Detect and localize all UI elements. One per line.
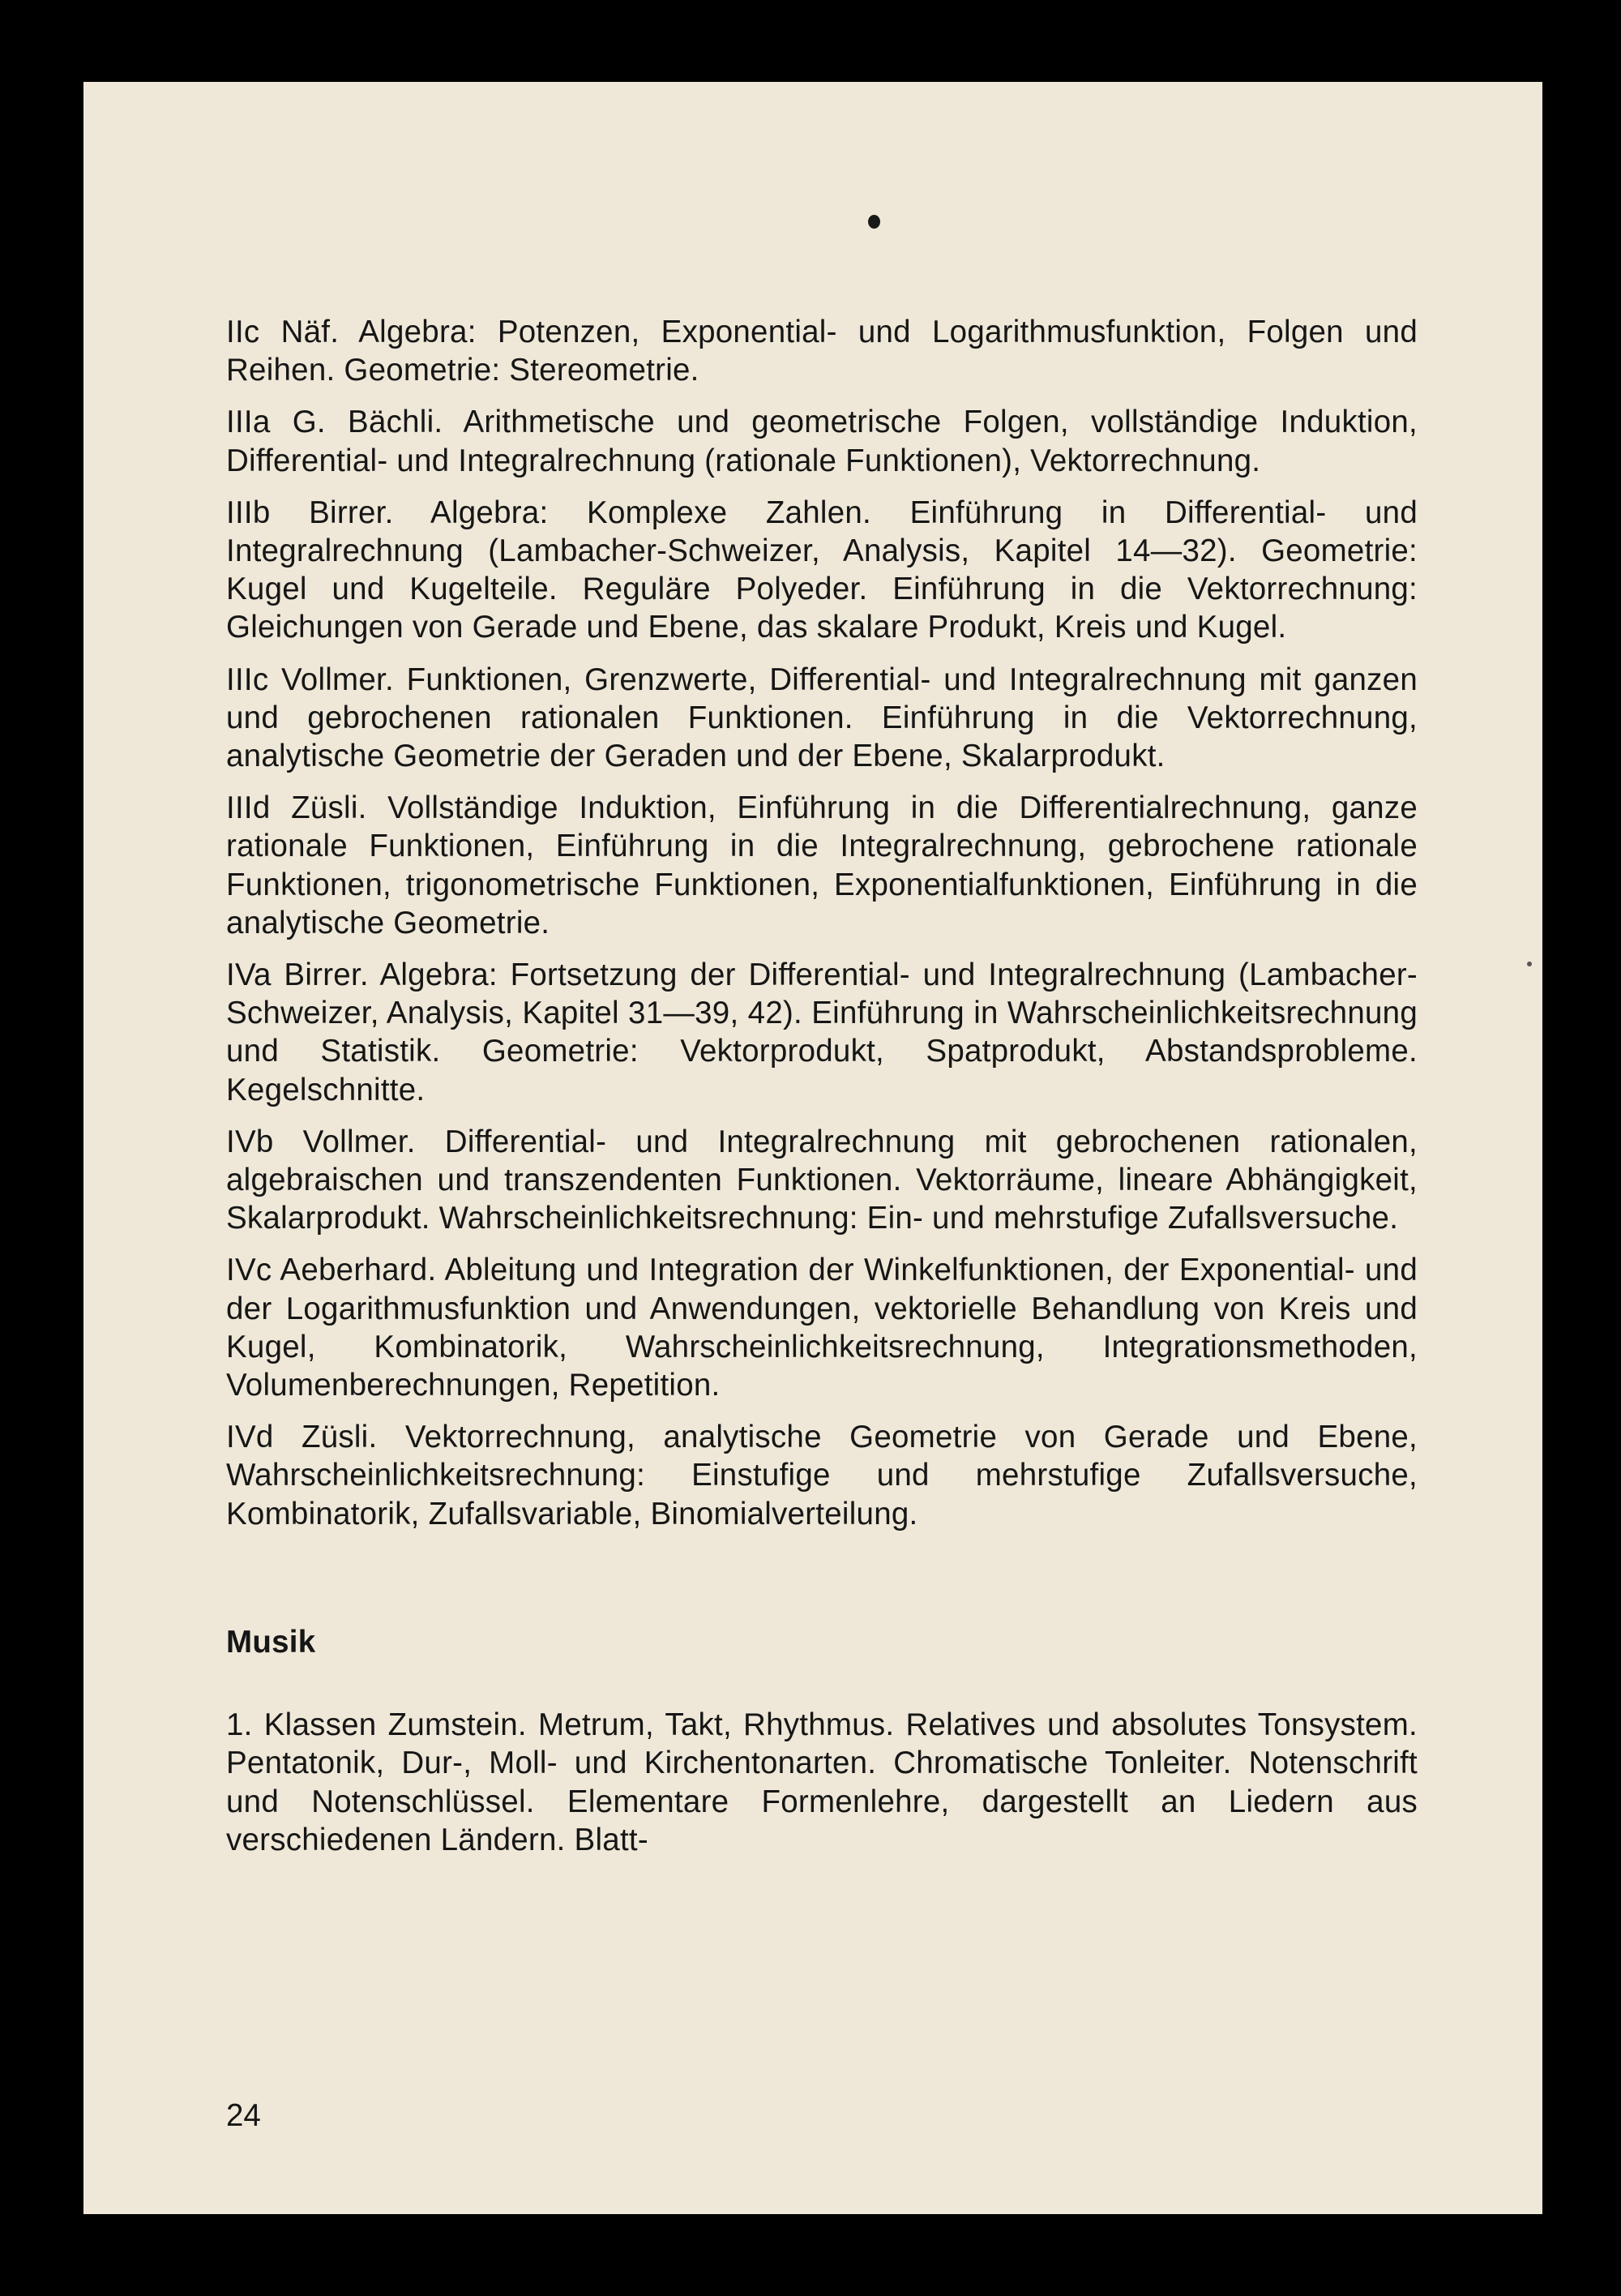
paragraph-iiic: IIIc Vollmer. Funktionen, Grenzwerte, Differential- und Integralrechnung mit ganzen und gebrochenen rationalen Funktionen. Einführung in die Vektorrechnung, analytische Geometrie der Geraden und der Ebene, Skalarprodukt. bbox=[226, 662, 1418, 774]
paragraph-ivd: IVd Züsli. Vektorrechnung, analytische Geometrie von Gerade und Ebene, Wahrscheinlichkeitsrechnung: Einstufige und mehrstufige Zufallsversuche, Kombinatorik, Zufallsvariable, Binomialverteilung. bbox=[226, 1420, 1418, 1531]
paragraph-iiib: IIIb Birrer. Algebra: Komplexe Zahlen. Einführung in Differential- und Integralrechnung (Lambacher-Schweizer, Analysis, Kapitel 14—32). Geometrie: Kugel und Kugelteile. Reguläre Polyeder. Einführung in die Vektorrechnung: Gleichungen von Gerade und Ebene, das skalare Produkt, Kreis und Kugel. bbox=[226, 495, 1418, 645]
paragraph-musik-1: 1. Klassen Zumstein. Metrum, Takt, Rhythmus. Relatives und absolutes Tonsystem. Pentatonik, Dur-, Moll- und Kirchentonarten. Chromatische Tonleiter. Notenschrift und Notenschlüssel. Elementare Formenlehre, dargestellt an Liedern aus verschiedenen Ländern. Blatt- bbox=[226, 1707, 1418, 1857]
paragraph-ivc: IVc Aeberhard. Ableitung und Integration der Winkelfunktionen, der Exponential- und der Logarithmusfunktion und Anwendungen, vektorielle Behandlung von Kreis und Kugel, Kombinatorik, Wahrscheinlichkeitsrechnung, Integrationsmethoden, Volumenberechnungen, Repetition. bbox=[226, 1253, 1418, 1403]
document-page bbox=[83, 82, 1542, 2214]
page-number: 24 bbox=[226, 2098, 261, 2133]
paragraph-iic: IIc Näf. Algebra: Potenzen, Exponential- und Logarithmusfunktion, Folgen und Reihen. Geometrie: Stereometrie. bbox=[226, 315, 1418, 388]
page-body bbox=[226, 313, 1418, 1873]
paragraph-iiid: IIId Züsli. Vollständige Induktion, Einführung in die Differentialrechnung, ganze rationale Funktionen, Einführung in die Integralrechnung, gebrochene rationale Funktionen, trigonometrische Funktionen, Exponentialfunktionen, Einführung in die analytische Geometrie. bbox=[226, 790, 1418, 940]
margin-speck bbox=[1527, 962, 1532, 966]
paragraph-ivb: IVb Vollmer. Differential- und Integralrechnung mit gebrochenen rationalen, algebraischen und transzendenten Funktionen. Vektorräume, lineare Abhängigkeit, Skalarprodukt. Wahrscheinlichkeitsrechnung: Ein- und mehrstufige Zufallsversuche. bbox=[226, 1124, 1418, 1236]
section-heading-musik: Musik bbox=[226, 1624, 316, 1660]
bullet-mark bbox=[868, 215, 880, 229]
paragraph-iva: IVa Birrer. Algebra: Fortsetzung der Differential- und Integralrechnung (Lambacher-Schweizer, Analysis, Kapitel 31—39, 42). Einführung in Wahrscheinlichkeitsrechnung und Statistik. Geometrie: Vektorprodukt, Spatprodukt, Abstandsprobleme. Kegelschnitte. bbox=[226, 957, 1418, 1107]
paragraph-iiia: IIIa G. Bächli. Arithmetische und geometrische Folgen, vollständige Induktion, Differential- und Integralrechnung (rationale Funktionen), Vektorrechnung. bbox=[226, 405, 1418, 478]
